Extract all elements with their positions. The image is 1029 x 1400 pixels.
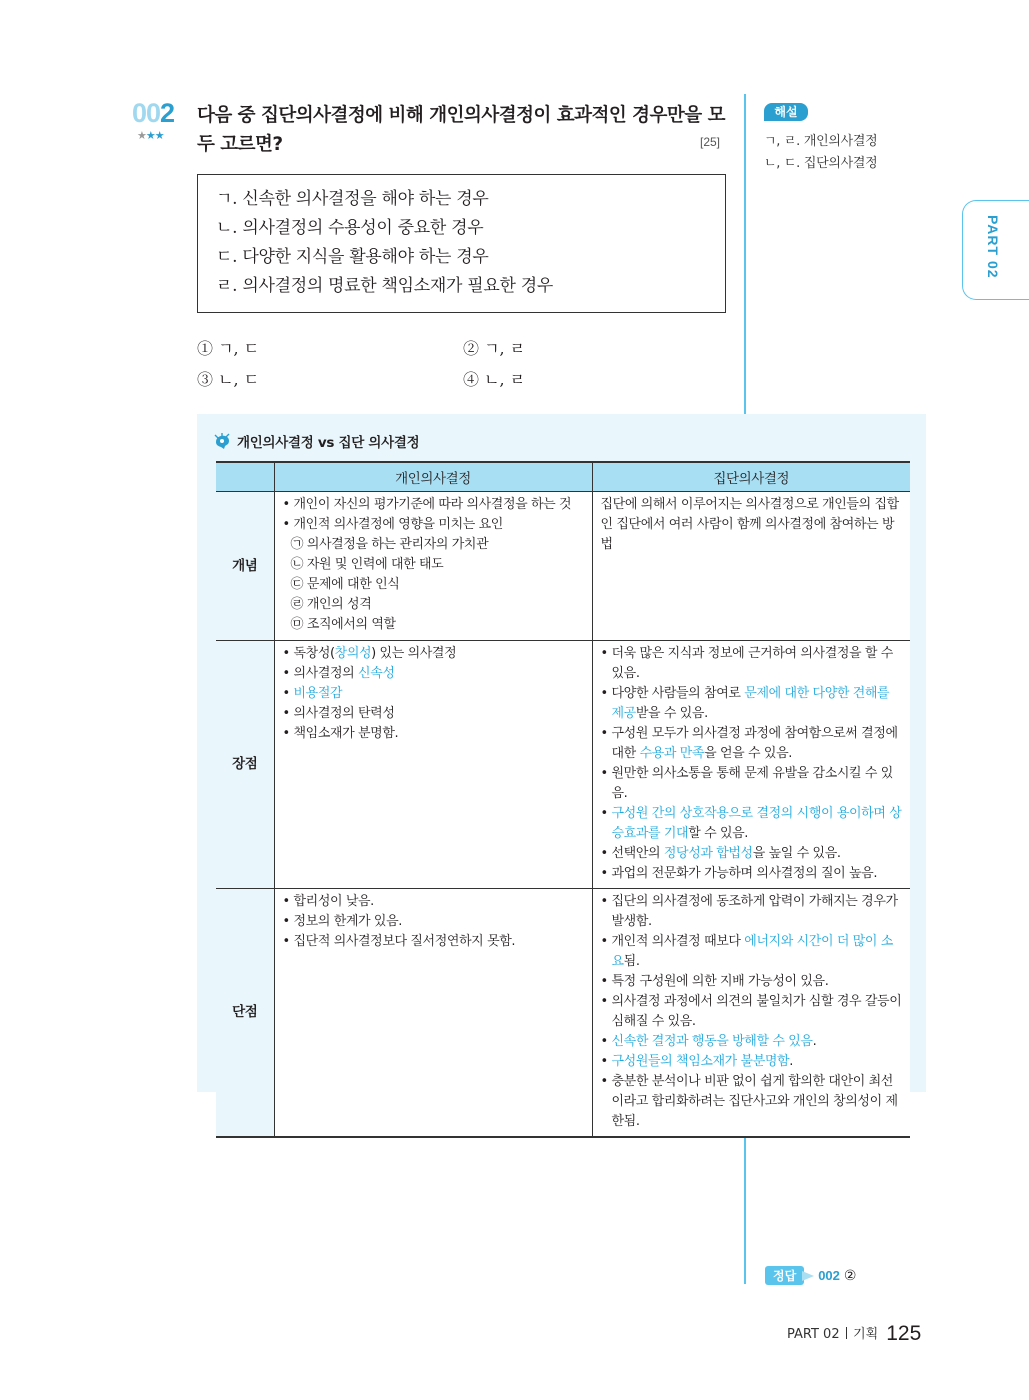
page-footer <box>787 1322 921 1346</box>
demerits-group-cell <box>592 888 910 1137</box>
page-number: 125 <box>886 1322 922 1345</box>
concept-group-cell: 집단에 의해서 이루어지는 의사결정으로 개인들의 집합인 집단에서 여러 사람이 함께 의사결정에 참여하는 방법 <box>592 491 910 640</box>
column-divider <box>744 94 746 416</box>
demerit-group-item: • 개인적 의사결정 때보다 에너지와 시간이 더 많이 소요됨. <box>600 933 893 969</box>
demerit-group-item: • 집단의 의사결정에 동조하게 압력이 가해지는 경우가 발생함. <box>600 893 898 929</box>
question-text: 다음 중 집단의사결정에 비해 개인의사결정이 효과적인 경우만을 모두 고르면? <box>197 105 725 155</box>
statement-box <box>197 174 726 313</box>
statement-item: ㄷ. 다양한 지식을 활용해야 하는 경우 <box>216 247 489 267</box>
merit-group-item: • 구성원 모두가 의사결정 과정에 참여함으로써 결정에 대한 수용과 만족을 얻을 수 있음. <box>600 725 898 761</box>
choice-2[interactable]: ② ㄱ, ㄹ <box>463 339 526 358</box>
merit-group-item: • 다양한 사람들의 참여로 문제에 대한 다양한 견해를 제공받을 수 있음. <box>600 685 890 721</box>
statement-item: ㄴ. 의사결정의 수용성이 중요한 경우 <box>216 218 484 238</box>
table-header-row <box>216 462 910 491</box>
explanation-line: ㄱ, ㄹ. 개인의사결정 <box>764 134 878 149</box>
merits-group-cell <box>592 640 910 888</box>
merit-group-item: • 원만한 의사소통을 통해 문제 유발을 감소시킬 수 있음. <box>600 765 893 801</box>
panel-title <box>213 431 419 451</box>
merit-group-item: • 더욱 많은 지식과 정보에 근거하여 의사결정을 할 수 있음. <box>600 645 893 681</box>
demerit-group-item: • 의사결정 과정에서 의견의 불일치가 심할 경우 갈등이 심해질 수 있음. <box>600 993 902 1029</box>
choice-4[interactable]: ④ ㄴ, ㄹ <box>463 370 526 389</box>
choice-3[interactable]: ③ ㄴ, ㄷ <box>197 370 260 389</box>
table-row-concept <box>216 491 910 640</box>
table-header-individual: 개인의사결정 <box>274 462 592 491</box>
question-source: [25] <box>700 135 721 149</box>
demerit-group-item: • 구성원들의 책임소재가 불분명함. <box>600 1053 793 1069</box>
star-icon-blue: ★★ <box>145 129 164 142</box>
merit-group-item: • 구성원 간의 상호작용으로 결정의 시행이 용이하며 상승효과를 기대할 수 있음. <box>600 805 902 841</box>
statement-item: ㄱ. 신속한 의사결정을 해야 하는 경우 <box>216 189 489 209</box>
concept-factor-item: ㉡ 자원 및 인력에 대한 태도 <box>290 556 444 572</box>
answer-marker <box>765 1266 856 1285</box>
answer-value: ② <box>843 1268 857 1284</box>
concept-factor-item: ㉠ 의사결정을 하는 관리자의 가치관 <box>290 536 489 552</box>
panel-title-text: 개인의사결정 vs 집단 의사결정 <box>237 435 420 451</box>
choice-1[interactable]: ① ㄱ, ㄷ <box>197 339 260 358</box>
merit-group-item: • 과업의 전문화가 가능하며 의사결정의 질이 높음. <box>600 865 878 881</box>
demerit-group-item: • 신속한 결정과 행동을 방해할 수 있음. <box>600 1033 817 1049</box>
merit-individual-item: • 책임소재가 분명함. <box>282 725 399 741</box>
answer-number: 002 <box>818 1268 840 1283</box>
part-tab-label: PART 02 <box>985 215 1001 279</box>
tip-icon <box>213 433 233 451</box>
demerit-individual-item: • 합리성이 낮음. <box>282 893 374 909</box>
difficulty-stars <box>137 130 164 141</box>
question-number-suffix: 2 <box>160 98 175 128</box>
merit-individual-item: • 의사결정의 신속성 <box>282 665 395 681</box>
statement-item: ㄹ. 의사결정의 명료한 책임소재가 필요한 경우 <box>216 276 553 296</box>
demerit-group-item: • 충분한 분석이나 비판 없이 쉽게 합의한 대안이 최선이라고 합리화하려는 집단사고와 개인의 창의성이 제한됨. <box>600 1073 898 1129</box>
demerit-group-item: • 특정 구성원에 의한 지배 가능성이 있음. <box>600 973 829 989</box>
merits-individual-cell <box>274 640 592 888</box>
merit-individual-item: • 독창성(창의성) 있는 의사결정 <box>282 645 457 661</box>
concept-individual-item: • 개인적 의사결정에 영향을 미치는 요인 <box>282 516 503 532</box>
star-icon-gray: ★ <box>137 129 146 142</box>
concept-factor-item: ㉢ 문제에 대한 인식 <box>290 576 400 592</box>
part-tab[interactable] <box>962 200 1029 300</box>
concept-factor-item: ㉣ 개인의 성격 <box>290 596 372 612</box>
demerits-individual-cell <box>274 888 592 1137</box>
demerit-individual-item: • 집단적 의사결정보다 질서정연하지 못함. <box>282 933 516 949</box>
row-label-concept: 개념 <box>216 491 274 640</box>
comparison-table <box>216 461 910 1138</box>
demerit-individual-item: • 정보의 한계가 있음. <box>282 913 402 929</box>
concept-individual-item: • 개인이 자신의 평가기준에 따라 의사결정을 하는 것 <box>282 496 572 512</box>
row-label-merits: 장점 <box>216 640 274 888</box>
merit-individual-item: • 비용절감 <box>282 685 343 701</box>
footer-separator <box>846 1327 848 1339</box>
table-row-merits <box>216 640 910 888</box>
merit-group-item: • 선택안의 정당성과 합법성을 높일 수 있음. <box>600 845 841 861</box>
concept-individual-cell <box>274 491 592 640</box>
footer-section: 기획 <box>853 1327 879 1342</box>
arrow-icon <box>802 1271 814 1281</box>
table-header-blank <box>216 462 274 491</box>
question-number-prefix: 00 <box>132 98 161 128</box>
footer-part: PART 02 <box>787 1327 840 1342</box>
question-number <box>132 98 174 129</box>
explanation-line: ㄴ, ㄷ. 집단의사결정 <box>764 156 878 171</box>
table-header-group: 집단의사결정 <box>592 462 910 491</box>
concept-factor-item: ㉤ 조직에서의 역할 <box>290 616 396 632</box>
merit-individual-item: • 의사결정의 탄력성 <box>282 705 395 721</box>
explanation-badge: 해설 <box>764 103 808 121</box>
row-label-demerits: 단점 <box>216 888 274 1137</box>
table-row-demerits <box>216 888 910 1137</box>
answer-badge: 정답 <box>765 1266 804 1285</box>
